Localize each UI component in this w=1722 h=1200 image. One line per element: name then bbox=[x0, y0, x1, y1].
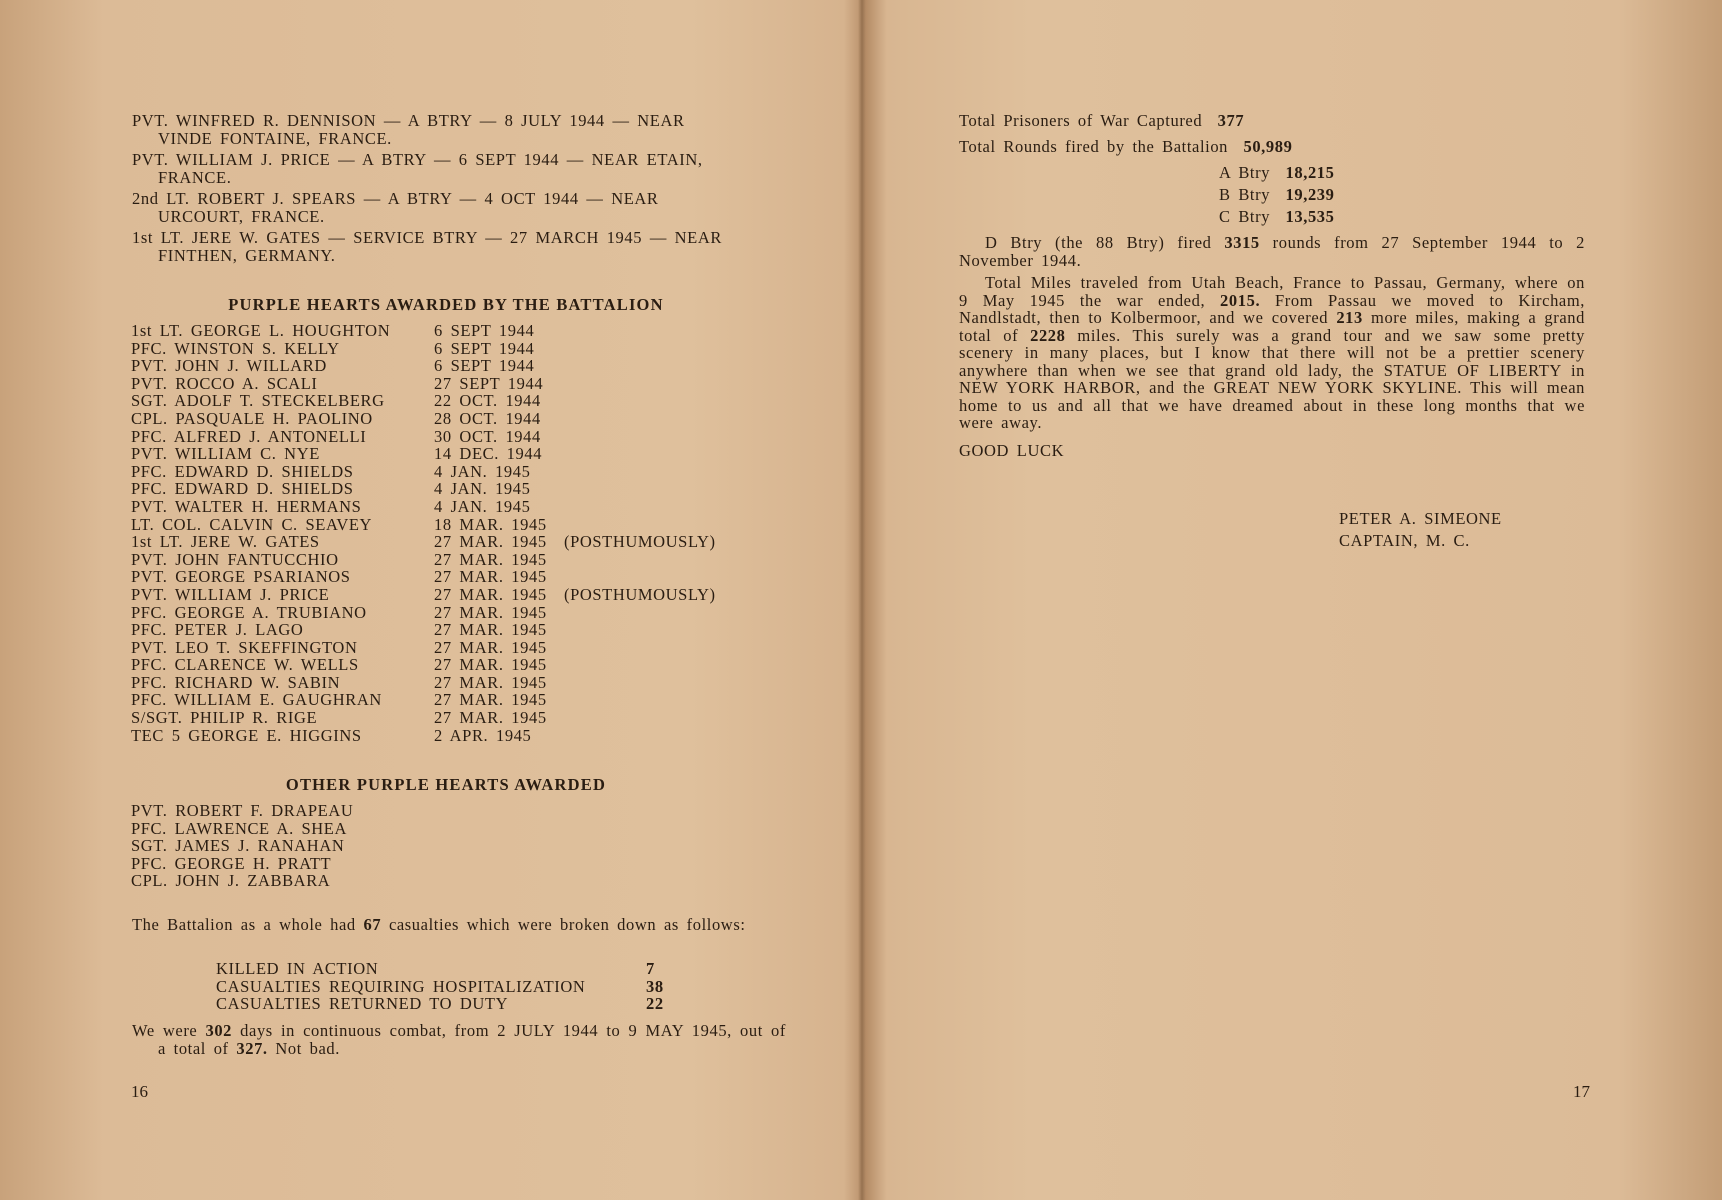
purple-hearts-heading: PURPLE HEARTS AWARDED BY THE BATTALION bbox=[228, 295, 664, 314]
table-row: PVT. WILLIAM J. PRICE 27 MAR. 1945 (POSTHUMOUSLY) bbox=[131, 584, 716, 604]
table-row: CASUALTIES REQUIRING HOSPITALIZATION 38 bbox=[216, 976, 664, 996]
deaths-list bbox=[132, 112, 760, 268]
list-item: PVT. ROBERT F. DRAPEAU bbox=[131, 801, 354, 820]
closing-text: GOOD LUCK bbox=[959, 441, 1065, 460]
right-page bbox=[866, 0, 1722, 1200]
list-item: PFC. GEORGE H. PRATT bbox=[131, 853, 332, 873]
battery-row: C Btry 13,535 bbox=[1219, 207, 1335, 226]
table-row: SGT. ADOLF T. STECKELBERG 22 OCT. 1944 bbox=[131, 391, 541, 411]
table-row: LT. COL. CALVIN C. SEAVEY 18 MAR. 1945 bbox=[131, 514, 547, 534]
battery-row: B Btry 19,239 bbox=[1219, 185, 1335, 204]
page-number: 17 bbox=[1573, 1082, 1590, 1101]
death-entry: 2nd LT. ROBERT J. SPEARS — A BTRY — 4 OCT 1944 — NEAR URCOURT, FRANCE. bbox=[132, 189, 659, 226]
table-row: 1st LT. JERE W. GATES 27 MAR. 1945 (POSTHUMOUSLY) bbox=[131, 532, 716, 552]
table-row: S/SGT. PHILIP R. RIGE 27 MAR. 1945 bbox=[131, 708, 547, 728]
list-item: SGT. JAMES J. RANAHAN bbox=[131, 836, 345, 856]
table-row: PVT. JOHN J. WILLARD 6 SEPT 1944 bbox=[131, 356, 535, 376]
table-row: PVT. WALTER H. HERMANS 4 JAN. 1945 bbox=[131, 496, 531, 516]
table-row: PVT. WILLIAM C. NYE 14 DEC. 1944 bbox=[131, 444, 543, 464]
table-row: PFC. RICHARD W. SABIN 27 MAR. 1945 bbox=[131, 672, 547, 692]
list-item: PFC. LAWRENCE A. SHEA bbox=[131, 818, 348, 838]
table-row: PFC. ALFRED J. ANTONELLI 30 OCT. 1944 bbox=[131, 426, 541, 446]
table-row: PFC. EDWARD D. SHIELDS 4 JAN. 1945 bbox=[131, 479, 531, 499]
table-row: PFC. GEORGE A. TRUBIANO 27 MAR. 1945 bbox=[131, 602, 547, 622]
table-row: PVT. GEORGE PSARIANOS 27 MAR. 1945 bbox=[131, 567, 547, 587]
table-row: PFC. EDWARD D. SHIELDS 4 JAN. 1945 bbox=[131, 461, 531, 481]
table-row: TEC 5 GEORGE E. HIGGINS 2 APR. 1945 bbox=[131, 725, 532, 745]
casualties-intro: The Battalion as a whole had 67 casualties which were broken down as follows: bbox=[132, 915, 746, 934]
death-entry: PVT. WINFRED R. DENNISON — A BTRY — 8 JULY 1944 — NEAR VINDE FONTAINE, FRANCE. bbox=[132, 111, 685, 148]
rounds-total: Total Rounds fired by the Battalion 50,989 bbox=[959, 137, 1293, 156]
death-entry: PVT. WILLIAM J. PRICE — A BTRY — 6 SEPT 1944 — NEAR ETAIN, FRANCE. bbox=[132, 150, 703, 187]
death-entry: 1st LT. JERE W. GATES — SERVICE BTRY — 27 MARCH 1945 — NEAR FINTHEN, GERMANY. bbox=[132, 228, 722, 265]
page-number: 16 bbox=[131, 1082, 148, 1101]
table-row: CASUALTIES RETURNED TO DUTY 22 bbox=[216, 994, 664, 1014]
other-purple-hearts-heading: OTHER PURPLE HEARTS AWARDED bbox=[285, 775, 607, 794]
casualties-table bbox=[216, 960, 664, 1013]
table-row: PVT. JOHN FANTUCCHIO 27 MAR. 1945 bbox=[131, 549, 547, 569]
signature-block bbox=[1339, 510, 1502, 554]
miles-paragraph: Total Miles traveled from Utah Beach, France to Passau, Germany, where on 9 May 1945 the war ended, 2015. From Passau we moved to Kircham, Nandlstadt, then to Kolbermoor, and we covered 213 more miles, making a grand total of 2228 miles. This surely was a grand tour and we saw some pretty scenery in many places, but I know that there will not be a prettier scenery anywhere than when we see that grand old lady, the STATUE OF LIBERTY in NEW YORK HARBOR, and the GREAT NEW YORK SKYLINE. This will mean home to us and all that we have dreamed about in these long months that we were away. bbox=[959, 273, 1585, 432]
d-battery-paragraph: D Btry (the 88 Btry) fired 3315 rounds from 27 September 1944 to 2 November 1944. bbox=[959, 233, 1586, 270]
left-page bbox=[0, 0, 860, 1200]
other-purple-hearts-list bbox=[131, 802, 353, 890]
table-row: KILLED IN ACTION 7 bbox=[216, 959, 655, 978]
table-row: 1st LT. GEORGE L. HOUGHTON 6 SEPT 1944 bbox=[131, 321, 535, 340]
table-row: PVT. LEO T. SKEFFINGTON 27 MAR. 1945 bbox=[131, 637, 547, 657]
list-item: CPL. JOHN J. ZABBARA bbox=[131, 871, 331, 891]
purple-hearts-table bbox=[131, 322, 716, 744]
table-row: PFC. WINSTON S. KELLY 6 SEPT 1944 bbox=[131, 338, 535, 358]
table-row: CPL. PASQUALE H. PAOLINO 28 OCT. 1944 bbox=[131, 408, 541, 428]
table-row: PVT. ROCCO A. SCALI 27 SEPT 1944 bbox=[131, 373, 544, 393]
battery-row: A Btry 18,215 bbox=[1219, 163, 1335, 182]
table-row: PFC. PETER J. LAGO 27 MAR. 1945 bbox=[131, 620, 547, 640]
signature-title: CAPTAIN, M. C. bbox=[1339, 531, 1470, 550]
signature-name: PETER A. SIMEONE bbox=[1339, 509, 1502, 528]
prisoners-total: Total Prisoners of War Captured 377 bbox=[959, 111, 1245, 130]
table-row: PFC. WILLIAM E. GAUGHRAN 27 MAR. 1945 bbox=[131, 690, 547, 710]
combat-days-paragraph: We were 302 days in continuous combat, from 2 JULY 1944 to 9 MAY 1945, out of a total of 327. Not bad. bbox=[132, 1021, 786, 1058]
table-row: PFC. CLARENCE W. WELLS 27 MAR. 1945 bbox=[131, 655, 547, 675]
battery-breakdown bbox=[1219, 164, 1335, 230]
